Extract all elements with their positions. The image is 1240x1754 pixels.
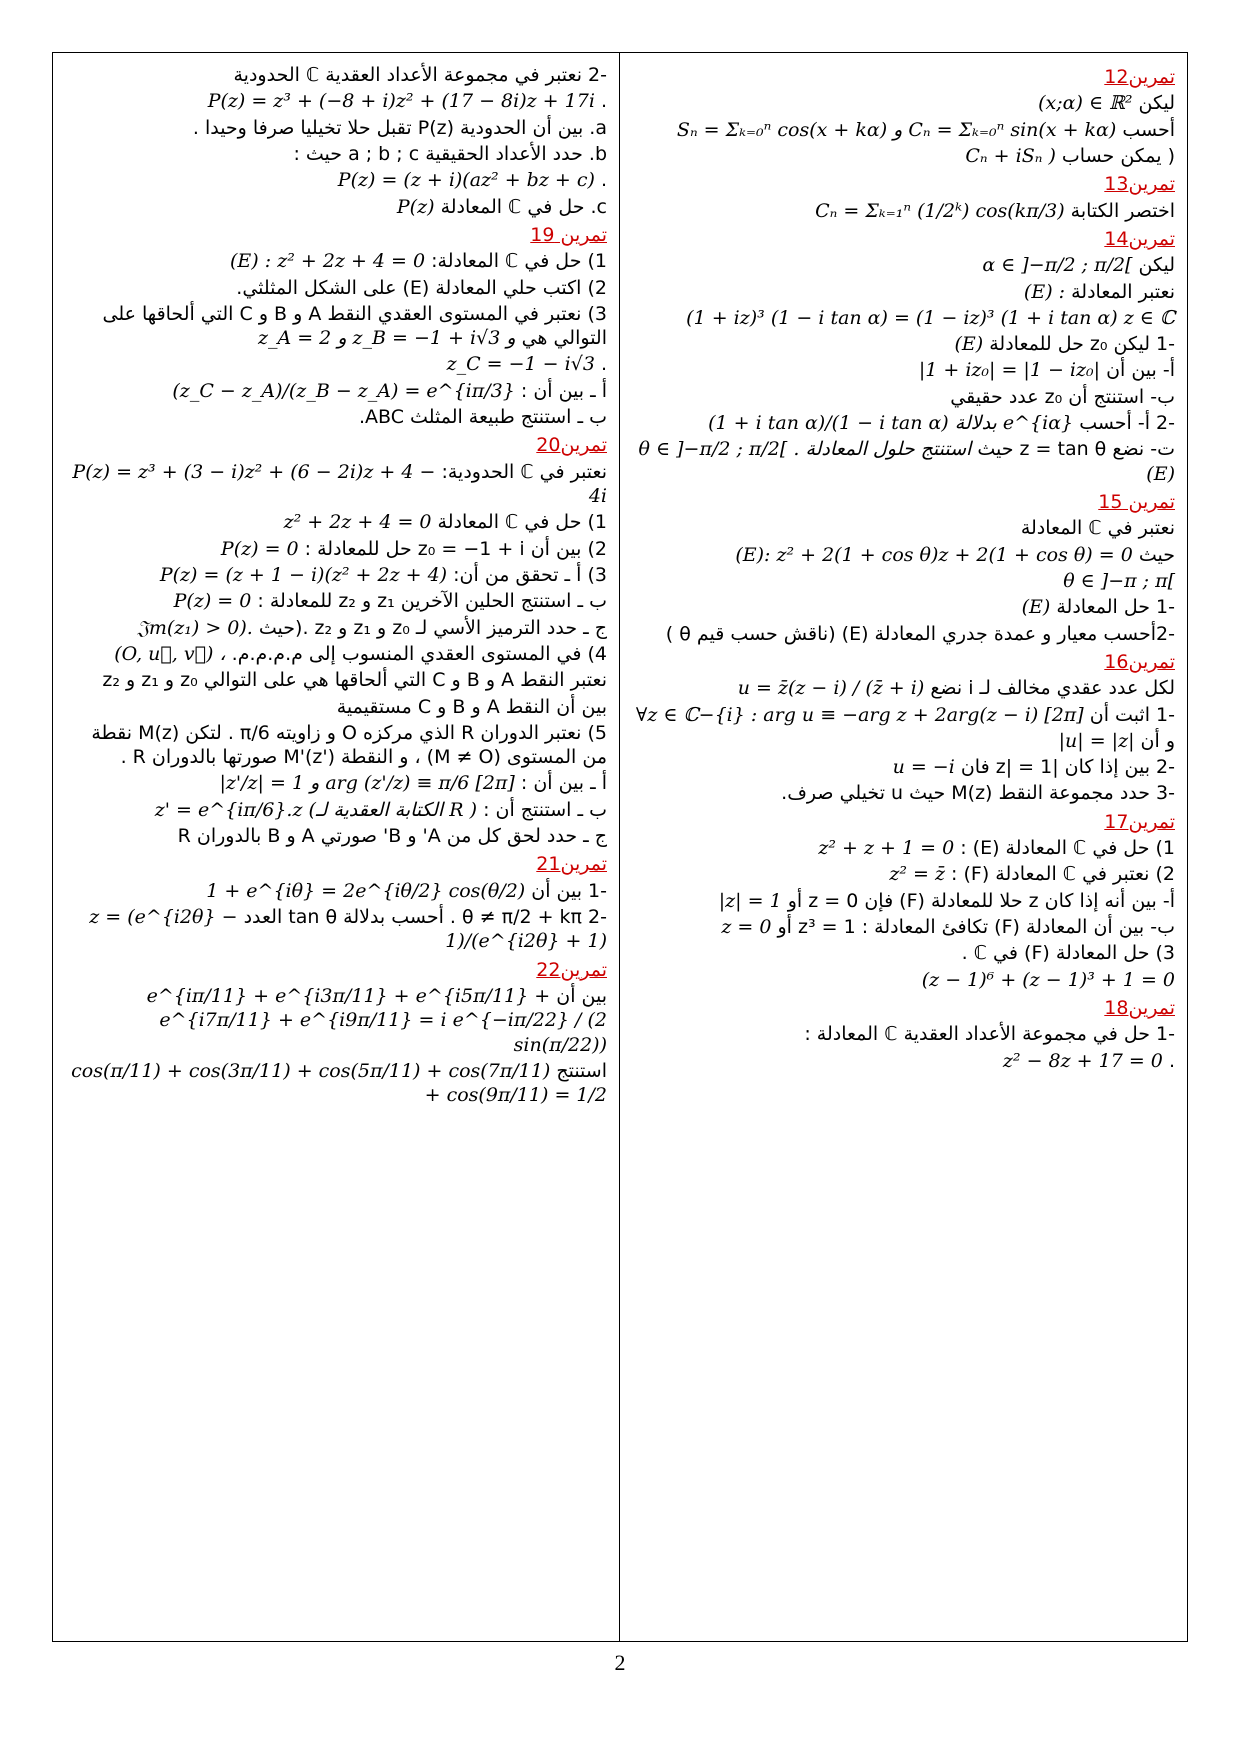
- exercise-line: [634, 622, 1175, 646]
- exercise-line: [67, 984, 607, 1057]
- exercise-title: تمرين16: [1104, 650, 1175, 673]
- exercise-line: [634, 755, 1175, 779]
- line-text: -1 حل في مجموعة الأعداد العقدية ℂ المعادلة :: [804, 1023, 1175, 1046]
- exercise-line: [634, 144, 1175, 168]
- math-expression: (E) :: [1023, 280, 1066, 303]
- math-expression: z² − 8z + 17 = 0: [1002, 1049, 1163, 1072]
- line-text: -2 θ ≠ π/2 + kπ . أحسب بدلالة tan θ العدد: [243, 906, 607, 928]
- exercise-line: [67, 405, 607, 429]
- math-expression: P(z) = z³ + (−8 + i)z² + (17 − 8i)z + 17i: [207, 90, 595, 113]
- math-expression: (E): [1021, 596, 1051, 619]
- math-expression: P(z) = 0: [220, 537, 299, 560]
- line-text: حيث: [1138, 543, 1175, 566]
- math-expression: |z| = 1: [718, 889, 782, 912]
- line-text: ب- بين أن المعادلة (F) تكافئ المعادلة : z³ = 1 أو: [777, 916, 1175, 938]
- math-expression: (E): z² + 2(1 + cos θ)z + 2(1 + cos θ) = 0: [735, 543, 1133, 566]
- math-expression: (O, u⃗, v⃗) ،: [114, 642, 226, 665]
- line-text: 3) حل المعادلة (F) في ℂ .: [961, 942, 1175, 965]
- exercise-line: [67, 195, 607, 219]
- exercise-line: [67, 168, 607, 192]
- line-text: -2 أ- أحسب: [1079, 412, 1175, 435]
- exercise-title: تمرين 15: [1098, 491, 1175, 513]
- exercise-line: [634, 595, 1175, 619]
- line-text: .: [600, 90, 607, 113]
- exercise-title: تمرين22: [536, 958, 607, 981]
- line-text: -1 بين أن: [531, 879, 607, 902]
- line-text: a. بين أن الحدودية P(z) تقبل حلا تخيليا صرفا وحيدا .: [192, 116, 607, 139]
- exercise-line: [67, 352, 607, 376]
- exercise-line: [634, 781, 1175, 805]
- line-text: ج ـ حدد لحق كل من A' و B' صورتي A و B بالدوران R: [177, 825, 607, 848]
- exercise-line: [67, 879, 607, 903]
- line-text: b. حدد الأعداد الحقيقية a ; b ; c حيث :: [293, 142, 607, 165]
- line-text: -2أحسب معيار و عمدة جدري المعادلة (E) (ناقش حسب قيم θ ): [665, 622, 1175, 645]
- line-text: لكل عدد عقدي مخالف لـ i نضع: [930, 677, 1175, 700]
- math-expression: u = −i: [892, 756, 955, 779]
- line-text: بين أن: [556, 984, 607, 1007]
- line-text: .: [600, 353, 607, 376]
- line-text: نعتبر في ℂ المعادلة: [1020, 517, 1175, 540]
- exercise-line: [634, 118, 1175, 142]
- exercise-line: [634, 676, 1175, 700]
- line-text: 1) حل في ℂ المعادلة:: [431, 250, 607, 273]
- exercise-line: [634, 836, 1175, 860]
- line-text: -1 اثبت أن: [1089, 703, 1175, 726]
- line-text: ب ـ استنتج الحلين الآخرين z₁ و z₂ للمعادلة :: [257, 590, 607, 613]
- math-expression: Cₙ + iSₙ ): [965, 144, 1056, 167]
- exercise-line: [634, 941, 1175, 965]
- exercise-line: [634, 729, 1175, 753]
- exercise-line: [67, 563, 607, 587]
- math-expression: z_C = −1 − i√3: [446, 353, 595, 376]
- exercise-line: [634, 437, 1175, 486]
- line-text: و أن: [1140, 729, 1175, 752]
- line-text: أ ـ بين أن :: [520, 379, 607, 402]
- line-text: 2) اكتب حلي المعادلة (E) على الشكل المثلثي.: [236, 276, 607, 299]
- exercise-line: [634, 306, 1175, 330]
- exercise-title: تمرين17: [1104, 810, 1175, 833]
- line-text: اختصر الكتابة: [1070, 199, 1175, 222]
- exercise-block: [634, 490, 1175, 646]
- line-text: -1 حل المعادلة: [1056, 596, 1175, 619]
- math-expression: |z'/z| = 1 و arg (z'/z) ≡ π/6 [2π]: [219, 772, 515, 795]
- exercise-block: [67, 223, 607, 430]
- exercise-line: [634, 703, 1175, 727]
- exercise-line: [67, 276, 607, 300]
- exercise-line: [634, 332, 1175, 356]
- exercise-line: [634, 253, 1175, 277]
- line-text: أ- بين أنه إذا كان z حلا للمعادلة (F) فإن z = 0 أو: [787, 889, 1175, 912]
- right-column: [620, 53, 1187, 1641]
- math-expression: (z_C − z_A)/(z_B − z_A) = e^{iπ/3}: [172, 379, 515, 402]
- line-text: 1) حل في ℂ المعادلة (E) :: [960, 837, 1175, 860]
- math-expression: (x;α) ∈ ℝ²: [1038, 92, 1133, 115]
- exercise-block: [67, 433, 607, 848]
- math-expression: P(z) = z³ + (3 − i)z² + (6 − 2i)z + 4 − 4i: [72, 460, 607, 507]
- math-expression: z² + z + 1 = 0: [818, 837, 955, 860]
- line-text: 1) حل في ℂ المعادلة: [437, 511, 607, 534]
- exercise-line: [67, 616, 607, 640]
- line-text: -2 بين إذا كان |z| = 1 فان: [960, 756, 1175, 779]
- math-expression: θ ∈ ]−π ; π[: [1063, 569, 1175, 592]
- math-expression: cos(π/11) + cos(3π/11) + cos(5π/11) + cos(7π/11) + cos(9π/11) = 1/2: [71, 1059, 607, 1107]
- exercise-title: تمرين21: [536, 853, 607, 876]
- math-expression: (E): [954, 333, 984, 356]
- line-text: -3 حدد مجموعة النقط M(z) حيث u تخيلي صرف.: [781, 782, 1175, 805]
- page-number: 2: [614, 1650, 626, 1675]
- line-text: ب ـ استنتج طبيعة المثلث ABC.: [358, 406, 607, 429]
- line-text: 3) أ ـ تحقق من أن:: [453, 563, 607, 586]
- exercise-line: [67, 537, 607, 561]
- math-expression: z = 0: [721, 916, 772, 938]
- math-expression: e^{iπ/11} + e^{i3π/11} + e^{i5π/11} + e^{i7π/11} + e^{i9π/11} = i e^{−iπ/22} / (2 sin(π/22)): [146, 984, 607, 1056]
- exercise-block: [634, 996, 1175, 1073]
- exercise-line: [67, 589, 607, 613]
- exercise-line: [634, 91, 1175, 115]
- line-text: ليكن: [1138, 254, 1175, 277]
- page-frame: [52, 52, 1188, 1642]
- math-expression: P(z): [396, 195, 435, 218]
- exercise-line: [67, 721, 607, 770]
- line-text: 5) نعتبر الدوران R الذي مركزه O و زاويته π/6 . لتكن M(z) نقطة من المستوى (M ≠ O) ، و النقطة M'(z') صورتها بالدوران R .: [91, 721, 607, 769]
- exercise-title: تمرين20: [536, 434, 607, 457]
- line-text: أحسب: [1122, 118, 1175, 141]
- line-text: أ- بين أن: [1106, 359, 1175, 382]
- line-text: ب- استنتج أن z₀ عدد حقيقي: [950, 385, 1175, 408]
- exercise-block: [67, 63, 607, 219]
- exercise-block: [634, 65, 1175, 168]
- math-expression: (E) : z² + 2z + 4 = 0: [230, 250, 426, 273]
- line-text: .: [600, 169, 607, 192]
- exercise-line: [67, 379, 607, 403]
- exercise-line: [634, 543, 1175, 567]
- line-text: c. حل في ℂ المعادلة: [440, 195, 607, 218]
- exercise-line: [67, 824, 607, 848]
- exercise-line: [67, 116, 607, 140]
- math-expression: z_A = 2 و z_B = −1 + i√3 و: [257, 327, 516, 350]
- exercise-line: [67, 668, 607, 692]
- math-expression: P(z) = (z + 1 − i)(z² + 2z + 4): [159, 563, 448, 586]
- line-text: 4) في المستوى العقدي المنسوب إلى م.م.م.م.: [231, 642, 607, 665]
- exercise-line: [634, 862, 1175, 886]
- exercise-line: [67, 460, 607, 509]
- exercise-line: [67, 642, 607, 666]
- exercise-line: [634, 385, 1175, 409]
- line-text: 3) نعتبر في المستوى العقدي النقط A و B و C التي ألحاقها على التوالي هي: [102, 302, 607, 350]
- math-expression: z² = z̄: [889, 863, 945, 886]
- exercise-line: [67, 142, 607, 166]
- math-expression: z² + 2z + 4 = 0: [283, 511, 432, 534]
- line-text: استنتج: [556, 1059, 607, 1082]
- line-text: ب ـ استنتج أن :: [483, 798, 607, 821]
- math-expression: Sₙ = Σₖ₌₀ⁿ cos(x + kα) و Cₙ = Σₖ₌₀ⁿ sin(x + kα): [676, 118, 1117, 141]
- exercise-title: تمرين 19: [530, 223, 607, 246]
- math-expression: z' = e^{iπ/6}.z (الكتابة العقدية لـ R ): [154, 798, 478, 821]
- exercise-line: [67, 249, 607, 273]
- line-text: نعتبر المعادلة: [1071, 280, 1175, 303]
- exercise-block: [634, 810, 1175, 992]
- line-text: بين أن النقط A و B و C مستقيمية: [336, 695, 607, 718]
- exercise-line: [67, 1059, 607, 1108]
- line-text: نعتبر النقط A و B و C التي ألحاقها هي على التوالي z₀ و z₁ و z₂: [102, 669, 607, 692]
- exercise-line: [634, 1022, 1175, 1046]
- line-text: ليكن: [1138, 92, 1175, 115]
- math-expression: (1 + i tan α)/(1 − i tan α) بدلالة e^{iα}: [708, 412, 1074, 435]
- exercise-title: تمرين14: [1104, 227, 1175, 250]
- line-text: ت- نضع z = tan θ حيث: [977, 438, 1175, 461]
- exercise-line: [67, 695, 607, 719]
- math-expression: u = z̄(z − i) / (z̄ + i): [737, 677, 925, 700]
- line-text: .: [1168, 1049, 1175, 1072]
- exercise-line: [634, 280, 1175, 304]
- exercise-line: [634, 516, 1175, 540]
- line-text: أ ـ بين أن :: [520, 772, 607, 795]
- math-expression: |1 + iz₀| = |1 − iz₀|: [918, 359, 1101, 382]
- exercise-block: [67, 852, 607, 953]
- exercise-line: [67, 89, 607, 113]
- exercise-block: [67, 958, 607, 1108]
- exercise-line: [634, 889, 1175, 913]
- exercise-block: [634, 227, 1175, 486]
- line-text: ( يمكن حساب: [1061, 144, 1175, 167]
- exercise-line: [634, 569, 1175, 593]
- math-expression: 𝔍m(z₁) > 0).: [137, 616, 253, 639]
- exercise-line: [67, 771, 607, 795]
- exercise-line: [634, 199, 1175, 223]
- math-expression: α ∈ ]−π/2 ; π/2[: [982, 254, 1133, 277]
- exercise-line: [67, 905, 607, 954]
- line-text: -1 ليكن z₀ حل للمعادلة: [989, 333, 1175, 356]
- math-expression: |u| = |z|: [1058, 729, 1135, 752]
- exercise-block: [634, 172, 1175, 223]
- line-text: 2) نعتبر في ℂ المعادلة (F) :: [951, 863, 1175, 886]
- exercise-line: [634, 411, 1175, 435]
- math-expression: (z − 1)⁶ + (z − 1)³ + 1 = 0: [921, 968, 1175, 991]
- exercise-line: [634, 968, 1175, 992]
- exercise-line: [634, 1049, 1175, 1073]
- exercise-line: [67, 302, 607, 351]
- line-text: نعتبر في ℂ الحدودية:: [441, 460, 607, 483]
- math-expression: (1 + iz)³ (1 − i tan α) = (1 − iz)³ (1 + i tan α) z ∈ ℂ: [686, 306, 1175, 329]
- math-expression: P(z) = (z + i)(az² + bz + c): [337, 169, 595, 192]
- math-expression: ∀z ∈ ℂ−{i} : arg u ≡ −arg z + 2arg(z − i) [2π]: [635, 703, 1084, 726]
- line-text: 2) بين أن z₀ = −1 + i حل للمعادلة :: [304, 537, 607, 560]
- exercise-title: تمرين12: [1104, 66, 1175, 88]
- math-expression: Cₙ = Σₖ₌₁ⁿ (1/2ᵏ) cos(kπ/3): [815, 199, 1065, 222]
- exercise-line: [67, 63, 607, 87]
- exercise-title: تمرين18: [1104, 996, 1175, 1019]
- exercise-line: [634, 915, 1175, 939]
- exercise-line: [67, 798, 607, 822]
- line-text: ج ـ حدد الترميز الأسي لـ z₀ و z₁ و z₂ .(حيث: [258, 616, 607, 639]
- line-text: -2 نعتبر في مجموعة الأعداد العقدية ℂ الحدودية: [233, 64, 607, 86]
- math-expression: z = (e^{i2θ} − 1)/(e^{i2θ} + 1): [89, 906, 607, 953]
- math-expression: θ ∈ ]−π/2 ; π/2[ . استنتج حلول المعادلة (E): [638, 438, 1175, 485]
- exercise-line: [67, 510, 607, 534]
- math-expression: 1 + e^{iθ} = 2e^{iθ/2} cos(θ/2): [206, 879, 526, 902]
- math-expression: P(z) = 0: [173, 590, 252, 613]
- left-column: [53, 53, 620, 1641]
- exercise-title: تمرين13: [1104, 173, 1175, 196]
- exercise-block: [634, 650, 1175, 806]
- exercise-line: [634, 358, 1175, 382]
